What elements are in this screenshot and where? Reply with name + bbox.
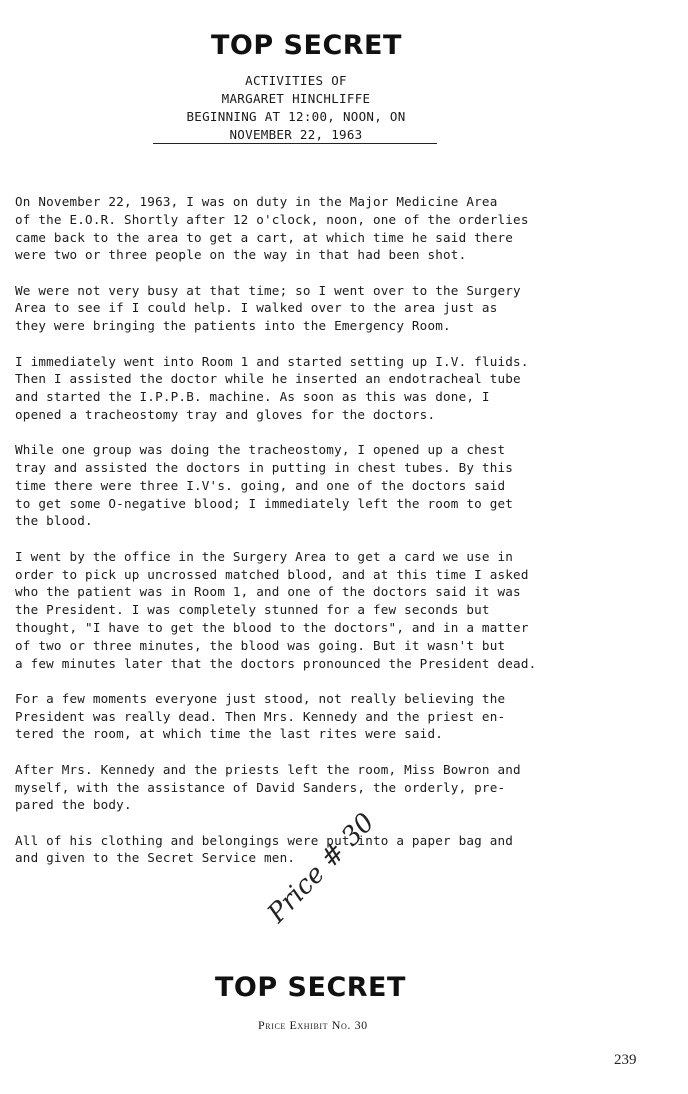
paragraph xyxy=(15,193,670,264)
text-line: thought, "I have to get the blood to the doctors", and in a matter xyxy=(15,619,529,635)
text-line: opened a tracheostomy tray and gloves for the doctors. xyxy=(15,406,436,422)
statement-body xyxy=(15,193,670,885)
text-line: tray and assisted the doctors in putting in chest tubes. By this xyxy=(15,460,514,476)
text-line: who the patient was in Room 1, and one of the doctors said it was xyxy=(15,584,521,600)
text-line: the blood. xyxy=(15,513,93,529)
text-line: After Mrs. Kennedy and the priests left the room, Miss Bowron and xyxy=(15,761,521,777)
paragraph xyxy=(15,282,670,335)
text-line: We were not very busy at that time; so I went over to the Surgery xyxy=(15,282,521,298)
text-line: time there were three I.V's. going, and one of the doctors said xyxy=(15,477,506,493)
text-line: Area to see if I could help. I walked over to the area just as xyxy=(15,300,498,316)
text-line: tered the room, at which time the last rites were said. xyxy=(15,726,444,742)
paragraph xyxy=(15,353,670,424)
text-line: order to pick up uncrossed matched blood, and at this time I asked xyxy=(15,566,529,582)
text-line: pared the body. xyxy=(15,797,132,813)
title-underline xyxy=(153,143,437,144)
text-line: of the E.O.R. Shortly after 12 o'clock, noon, one of the orderlies xyxy=(15,211,529,227)
title-line-beginning: BEGINNING AT 12:00, NOON, ON xyxy=(186,109,406,124)
text-line: All of his clothing and belongings were put into a paper bag and xyxy=(15,832,514,848)
top-secret-stamp-header: TOP SECRET xyxy=(211,30,402,61)
page-number: 239 xyxy=(614,1052,637,1068)
text-line: came back to the area to get a cart, at which time he said there xyxy=(15,229,514,245)
paragraph xyxy=(15,441,670,530)
handwritten-signature: Price # 30 xyxy=(262,807,381,929)
exhibit-label: Price Exhibit No. 30 xyxy=(258,1018,368,1032)
text-line: myself, with the assistance of David Sanders, the orderly, pre- xyxy=(15,779,506,795)
text-line: On November 22, 1963, I was on duty in the Major Medicine Area xyxy=(15,194,498,209)
text-line: I went by the office in the Surgery Area to get a card we use in xyxy=(15,548,514,564)
paragraph xyxy=(15,761,670,814)
text-line: to get some O-negative blood; I immediately left the room to get xyxy=(15,495,514,511)
text-line: they were bringing the patients into the Emergency Room. xyxy=(15,318,451,334)
title-line-name: MARGARET HINCHLIFFE xyxy=(221,91,371,106)
top-secret-stamp-footer: TOP SECRET xyxy=(215,972,406,1003)
text-line: Then I assisted the doctor while he inserted an endotracheal tube xyxy=(15,371,521,387)
paragraph xyxy=(15,690,670,743)
text-line: President was really dead. Then Mrs. Kennedy and the priest en- xyxy=(15,708,506,724)
text-line: the President. I was completely stunned for a few seconds but xyxy=(15,602,490,618)
title-line-activities: ACTIVITIES OF xyxy=(245,73,347,88)
paragraph xyxy=(15,548,670,673)
text-line: of two or three minutes, the blood was going. But it wasn't but xyxy=(15,637,506,653)
text-line: were two or three people on the way in that had been shot. xyxy=(15,247,467,263)
text-line: and started the I.P.P.B. machine. As soon as this was done, I xyxy=(15,389,490,405)
text-line: While one group was doing the tracheostomy, I opened up a chest xyxy=(15,442,506,458)
document-title-block xyxy=(150,72,442,144)
text-line: I immediately went into Room 1 and started setting up I.V. fluids. xyxy=(15,353,529,369)
text-line: For a few moments everyone just stood, not really believing the xyxy=(15,690,506,706)
text-line: a few minutes later that the doctors pronounced the President dead. xyxy=(15,655,537,671)
text-line: and given to the Secret Service men. xyxy=(15,850,296,866)
title-line-date: NOVEMBER 22, 1963 xyxy=(229,127,363,142)
